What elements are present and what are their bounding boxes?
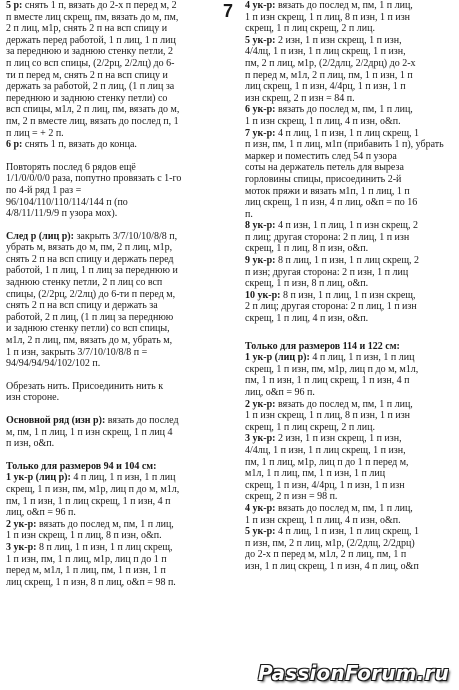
text-line bbox=[245, 341, 455, 353]
line-text: м1л, 2 п лиц, пм, вязать до м, убрать м, bbox=[6, 335, 173, 347]
line-text: горловины спицы, присоединить 2-й bbox=[245, 173, 402, 185]
line-text: 4/4лц, 1 п изн, 1 п лиц скрещ, 1 п изн, bbox=[245, 46, 406, 58]
bold-label: 6 ук-р: bbox=[245, 104, 276, 116]
text-line bbox=[245, 174, 455, 186]
line-text: лиц скрещ, 1 п изн, 4/4рц, 1 п изн, 1 п bbox=[245, 81, 406, 93]
line-text: 1 п изн скрещ, 1 п лиц, 4 п изн, о&п. bbox=[245, 514, 401, 526]
text-line bbox=[245, 457, 455, 469]
line-text: лиц, о&п = 96 п. bbox=[6, 507, 76, 519]
line-text: маркер и поместить след 54 п узора bbox=[245, 150, 397, 162]
text-line bbox=[245, 445, 455, 457]
text-line bbox=[245, 364, 455, 376]
text-line bbox=[245, 255, 455, 267]
line-text: лиц скрещ, 1 п изн, 4 п лиц, о&п = по 16 bbox=[245, 197, 418, 209]
line-text: 1 п изн скрещ, 1 п лиц, 8 п изн, 1 п изн bbox=[245, 410, 410, 422]
line-text: п изн, о&п. bbox=[6, 438, 55, 450]
bold-label: 1 ук-р (лиц р): bbox=[6, 472, 71, 484]
bold-label: 7 ук-р: bbox=[245, 127, 276, 139]
text-line bbox=[6, 231, 220, 243]
line-text: вязать до послед м, пм, 1 п лиц, bbox=[275, 0, 413, 11]
text-line bbox=[6, 392, 220, 404]
bold-label: 6 р: bbox=[6, 139, 23, 151]
line-text: 1 п изн скрещ, 1 п лиц, 4 п изн, о&п. bbox=[245, 115, 401, 127]
line-text: п изн, пм, 2 п лиц, м1р, (2/2длц, 2/2дрц) bbox=[245, 537, 415, 549]
line-text: 94/94/94/94/102/102 п. bbox=[6, 358, 101, 370]
bold-label: Основной ряд (изн р): bbox=[6, 415, 106, 426]
line-text: 8 п лиц, 1 п изн, 1 п лиц скрещ, 2 bbox=[275, 255, 420, 267]
text-line bbox=[6, 358, 220, 370]
text-line bbox=[6, 128, 220, 140]
text-line bbox=[6, 58, 220, 70]
text-line bbox=[6, 46, 220, 58]
line-text: 4 п лиц, 1 п изн, 1 п лиц bbox=[309, 352, 415, 364]
paragraph-gap bbox=[6, 370, 220, 381]
text-line bbox=[245, 58, 455, 70]
text-line bbox=[245, 12, 455, 24]
line-text: ти п перед м, снять 2 п на всп спицу и bbox=[6, 69, 168, 81]
text-line bbox=[6, 35, 220, 47]
paragraph-gap bbox=[245, 325, 455, 341]
text-line bbox=[6, 139, 220, 151]
line-text: изн, 1 п лиц скрещ, 1 п изн, 4 п лиц, о&п bbox=[245, 560, 419, 572]
text-line bbox=[245, 0, 455, 12]
text-line bbox=[6, 335, 220, 347]
line-text: по 4-й ряд 1 раз = bbox=[6, 184, 82, 196]
text-line bbox=[6, 347, 220, 359]
bold-label: 5 ук-р: bbox=[245, 526, 276, 538]
bold-label: 3 ук-р: bbox=[245, 433, 276, 445]
text-line bbox=[6, 438, 220, 450]
text-line bbox=[245, 81, 455, 93]
bold-label: 1 ук-р (лиц р): bbox=[245, 352, 310, 364]
text-line bbox=[245, 352, 455, 364]
line-text: 4/4лц, 1 п изн, 1 п лиц скрещ, 1 п изн, bbox=[245, 444, 406, 456]
line-text: п лиц со всп спицы, (2/2рц, 2/2лц) до 6- bbox=[6, 57, 175, 69]
text-line bbox=[6, 116, 220, 128]
paragraph-gap bbox=[6, 450, 220, 461]
text-line bbox=[6, 484, 220, 496]
bold-label: 2 ук-р: bbox=[245, 398, 276, 410]
text-line bbox=[6, 542, 220, 554]
text-line bbox=[245, 491, 455, 503]
text-line bbox=[6, 507, 220, 519]
line-text: держать за работой, 2 п лиц, (1 п лиц за bbox=[6, 81, 175, 93]
line-text: снять 1 п, вязать до 2-х п перед м, 2 bbox=[22, 0, 177, 11]
line-text: скрещ, 1 п лиц скрещ, 2 п лиц. bbox=[245, 23, 375, 35]
text-line bbox=[245, 267, 455, 279]
bold-label: 5 р: bbox=[6, 0, 23, 11]
text-line bbox=[6, 565, 220, 577]
text-line bbox=[245, 116, 455, 128]
text-line bbox=[245, 515, 455, 527]
line-text: закрыть 3/7/10/10/8/8 п, bbox=[73, 230, 178, 242]
line-text: убрать м, вязать до м, пм, 2 п лиц, м1р, bbox=[6, 242, 173, 254]
text-line bbox=[6, 0, 220, 12]
line-text: м1л, 1 п лиц, пм, 1 п изн, 1 п лиц bbox=[245, 468, 386, 480]
line-text: п перед м, м1л, 2 п лиц, пм, 1 п изн, 1 п bbox=[245, 69, 413, 81]
line-text: 2 п лиц, м1р, снять 2 п на всп спицу и bbox=[6, 23, 168, 35]
paragraph-gap bbox=[6, 404, 220, 415]
line-text: пм, 1 п изн, 1 п лиц скрещ, 1 п изн, 4 п bbox=[6, 495, 171, 507]
text-line bbox=[245, 313, 455, 325]
text-line bbox=[245, 290, 455, 302]
line-text: 2 п лиц; другая сторона: 2 п лиц, 1 п изн bbox=[245, 301, 417, 313]
watermark-logo: PassionForum.ru bbox=[257, 661, 449, 686]
text-line bbox=[245, 433, 455, 445]
line-text: за переднюю и заднюю стенку петли, 2 bbox=[6, 46, 174, 58]
text-line bbox=[6, 265, 220, 277]
bold-label: 10 ук-р: bbox=[245, 289, 281, 301]
text-line bbox=[6, 70, 220, 82]
bold-label: След р (лиц р): bbox=[6, 230, 74, 242]
line-text: изн стороне. bbox=[6, 392, 60, 404]
line-text: скрещ, 1 п лиц скрещ, 2 п лиц. bbox=[245, 421, 375, 433]
line-text: 2 изн, 1 п изн скрещ, 1 п изн, bbox=[275, 34, 402, 46]
text-line bbox=[6, 496, 220, 508]
text-line bbox=[6, 254, 220, 266]
line-text: п изн; другая сторона: 2 п изн, 1 п лиц bbox=[245, 266, 409, 278]
paragraph-gap bbox=[6, 151, 220, 162]
line-text: работой, 2 п лиц, (1 п лиц за переднюю bbox=[6, 311, 174, 323]
text-line bbox=[245, 278, 455, 290]
line-text: соты на держатель петель для выреза bbox=[245, 162, 404, 174]
text-line bbox=[245, 35, 455, 47]
text-line bbox=[245, 480, 455, 492]
bold-label: 9 ук-р: bbox=[245, 255, 276, 267]
text-line bbox=[6, 185, 220, 197]
right-column bbox=[245, 0, 455, 573]
line-text: держать перед работой, 1 п лиц, 1 п лиц bbox=[6, 34, 176, 46]
page-number: 7 bbox=[223, 1, 234, 21]
line-text: Повторять послед 6 рядов ещё bbox=[6, 161, 136, 173]
line-text: вязать до послед м, пм, 1 п лиц, bbox=[275, 502, 413, 514]
text-line bbox=[6, 461, 220, 473]
line-text: 4 п изн, 1 п лиц, 1 п изн скрещ, 2 bbox=[275, 220, 418, 232]
bold-label: Только для размеров 94 и 104 см: bbox=[6, 460, 157, 472]
text-line bbox=[245, 139, 455, 151]
line-text: изн скрещ, 2 п изн = 84 п. bbox=[245, 92, 355, 104]
line-text: скрещ, 1 п лиц, 4 п изн, о&п. bbox=[245, 313, 369, 325]
line-text: спицы, (2/2рц, 2/2лц) до 6-ти п перед м, bbox=[6, 288, 176, 300]
text-line bbox=[245, 186, 455, 198]
line-text: пм, 2 п вместе лиц, вязать до послед п, 1 bbox=[6, 115, 179, 127]
line-text: 96/104/110/110/114/144 п (по bbox=[6, 196, 128, 208]
line-text: 4 п лиц, 1 п изн, 1 п лиц скрещ, 1 bbox=[275, 526, 420, 538]
text-line bbox=[6, 277, 220, 289]
paragraph-gap bbox=[6, 220, 220, 231]
text-line bbox=[245, 209, 455, 221]
text-line bbox=[6, 519, 220, 531]
text-line bbox=[6, 162, 220, 174]
text-line bbox=[6, 81, 220, 93]
line-text: Обрезать нить. Присоединить нить к bbox=[6, 380, 164, 392]
line-text: снять 1 п, вязать до конца. bbox=[22, 139, 137, 151]
text-line bbox=[245, 375, 455, 387]
line-text: перед м, м1л, 1 п лиц, пм, 1 п изн, 1 п bbox=[6, 565, 166, 577]
line-text: лиц, о&п = 96 п. bbox=[245, 387, 315, 398]
text-line bbox=[245, 561, 455, 573]
text-line bbox=[6, 427, 220, 439]
line-text: снять 2 п на всп спицу и держать перед bbox=[6, 253, 174, 265]
text-line bbox=[245, 538, 455, 550]
line-text: 4/8/11/11/9/9 п узора мох). bbox=[6, 208, 118, 220]
text-line bbox=[6, 312, 220, 324]
text-line bbox=[245, 128, 455, 140]
text-line bbox=[245, 387, 455, 399]
line-text: скрещ, 1 п изн, пм, м1р, лиц п до м, м1л, bbox=[245, 363, 419, 375]
line-text: п изн, пм, 1 п лиц, м1п (прибавить 1 п), убрать bbox=[245, 139, 444, 151]
line-text: 4 п лиц, 1 п изн, 1 п лиц скрещ, 1 bbox=[275, 127, 420, 139]
text-line bbox=[6, 93, 220, 105]
text-line bbox=[6, 23, 220, 35]
text-line bbox=[6, 208, 220, 220]
line-text: всп спицы, м1л, 2 п лиц, пм, вязать до м, bbox=[6, 104, 180, 116]
line-text: м, пм, 1 п лиц, 1 п изн скрещ, 1 п лиц 4 bbox=[6, 426, 173, 438]
bold-label: 5 ук-р: bbox=[245, 34, 276, 46]
line-text: п лиц; другая сторона: 2 п лиц, 1 п изн bbox=[245, 231, 410, 243]
line-text: п вместе лиц скрещ, пм, вязать до м, пм, bbox=[6, 11, 179, 23]
line-text: пм, 2 п лиц, м1р, (2/2длц, 2/2дрц) до 2-х bbox=[245, 57, 416, 69]
line-text: моток пряжи и вязать м1п, 1 п лиц, 1 п bbox=[245, 185, 410, 197]
text-line bbox=[245, 162, 455, 174]
line-text: 4 п лиц, 1 п изн, 1 п лиц bbox=[70, 472, 176, 484]
bold-label: 4 ук-р: bbox=[245, 0, 276, 11]
text-line bbox=[6, 197, 220, 209]
line-text: до 2-х п перед м, м1л, 2 п лиц, пм, 1 п bbox=[245, 549, 407, 561]
left-column bbox=[6, 0, 220, 588]
bold-label: 4 ук-р: bbox=[245, 502, 276, 514]
line-text: лиц скрещ, 1 п изн, 8 п лиц, о&п = 98 п. bbox=[6, 576, 176, 588]
text-line bbox=[245, 70, 455, 82]
line-text: переднюю и заднюю стенку петли) со bbox=[6, 92, 168, 104]
line-text: 2 изн, 1 п изн скрещ, 1 п изн, bbox=[275, 433, 402, 445]
line-text: 1 п изн скрещ, 1 п лиц, 8 п изн, 1 п изн bbox=[245, 11, 410, 23]
line-text: 1/1/0/0/0/0 раза, попутно провязать с 1-го bbox=[6, 173, 182, 185]
text-line bbox=[245, 46, 455, 58]
text-line bbox=[245, 243, 455, 255]
line-text: скрещ, 1 п лиц, 8 п изн, о&п. bbox=[245, 243, 369, 255]
line-text: пм, 1 п изн, 1 п лиц скрещ, 1 п изн, 4 п bbox=[245, 375, 410, 387]
line-text: скрещ, 1 п изн, пм, м1р, лиц п до м, м1л, bbox=[6, 483, 180, 495]
text-line bbox=[6, 242, 220, 254]
bold-label: Только для размеров 114 и 122 см: bbox=[245, 340, 400, 352]
text-line bbox=[6, 323, 220, 335]
text-line bbox=[245, 232, 455, 244]
text-line bbox=[6, 577, 220, 589]
line-text: скрещ, 2 п изн = 98 п. bbox=[245, 491, 338, 503]
line-text: 8 п изн, 1 п лиц, 1 п изн скрещ, bbox=[280, 289, 416, 301]
line-text: заднюю стенку петли, 2 п лиц со всп bbox=[6, 277, 163, 289]
line-text: п лиц = + 2 п. bbox=[6, 127, 64, 139]
text-line bbox=[6, 12, 220, 24]
text-line bbox=[245, 104, 455, 116]
text-line bbox=[245, 220, 455, 232]
line-text: 1 п изн скрещ, 1 п лиц, 8 п изн, о&п. bbox=[6, 530, 162, 542]
text-line bbox=[245, 549, 455, 561]
line-text: и заднюю стенку петли) со всп спицы, bbox=[6, 323, 170, 335]
line-text: вязать до послед м, пм, 1 п лиц, bbox=[36, 518, 174, 530]
text-line bbox=[245, 468, 455, 480]
text-line bbox=[6, 173, 220, 185]
text-line bbox=[245, 422, 455, 434]
text-line bbox=[6, 381, 220, 393]
line-text: пм, 1 п лиц, м1р, лиц п до 1 п перед м, bbox=[245, 456, 409, 468]
line-text: вязать до послед bbox=[105, 415, 179, 426]
text-line bbox=[245, 301, 455, 313]
line-text: снять 2 п на всп спицу и держать за bbox=[6, 300, 158, 312]
line-text: вязать до послед м, пм, 1 п лиц, bbox=[275, 398, 413, 410]
text-line bbox=[245, 410, 455, 422]
bold-label: 2 ук-р: bbox=[6, 518, 37, 530]
line-text: 8 п лиц, 1 п изн, 1 п лиц скрещ, bbox=[36, 541, 173, 553]
text-line bbox=[245, 93, 455, 105]
text-line bbox=[6, 472, 220, 484]
line-text: работой, 1 п лиц, 1 п лиц за переднюю и bbox=[6, 265, 178, 277]
line-text: 1 п изн, закрыть 3/7/10/10/8/8 п = bbox=[6, 346, 148, 358]
bold-label: 8 ук-р: bbox=[245, 220, 276, 232]
text-line bbox=[245, 503, 455, 515]
bold-label: 3 ук-р: bbox=[6, 541, 37, 553]
line-text: 1 п изн, пм, 1 п лиц, м1р, лиц п до 1 п bbox=[6, 553, 167, 565]
line-text: скрещ, 1 п изн, 4/4рц, 1 п изн, 1 п изн bbox=[245, 479, 405, 491]
text-line bbox=[6, 554, 220, 566]
text-line bbox=[6, 530, 220, 542]
text-line bbox=[245, 197, 455, 209]
line-text: вязать до послед м, пм, 1 п лиц, bbox=[275, 104, 413, 116]
text-line bbox=[245, 23, 455, 35]
text-line bbox=[245, 151, 455, 163]
line-text: п. bbox=[245, 208, 253, 220]
line-text: скрещ, 1 п изн, 8 п лиц, о&п. bbox=[245, 278, 369, 290]
text-line bbox=[6, 300, 220, 312]
text-line bbox=[245, 399, 455, 411]
text-line bbox=[245, 526, 455, 538]
text-line bbox=[6, 415, 220, 427]
text-line bbox=[6, 289, 220, 301]
text-line bbox=[6, 104, 220, 116]
